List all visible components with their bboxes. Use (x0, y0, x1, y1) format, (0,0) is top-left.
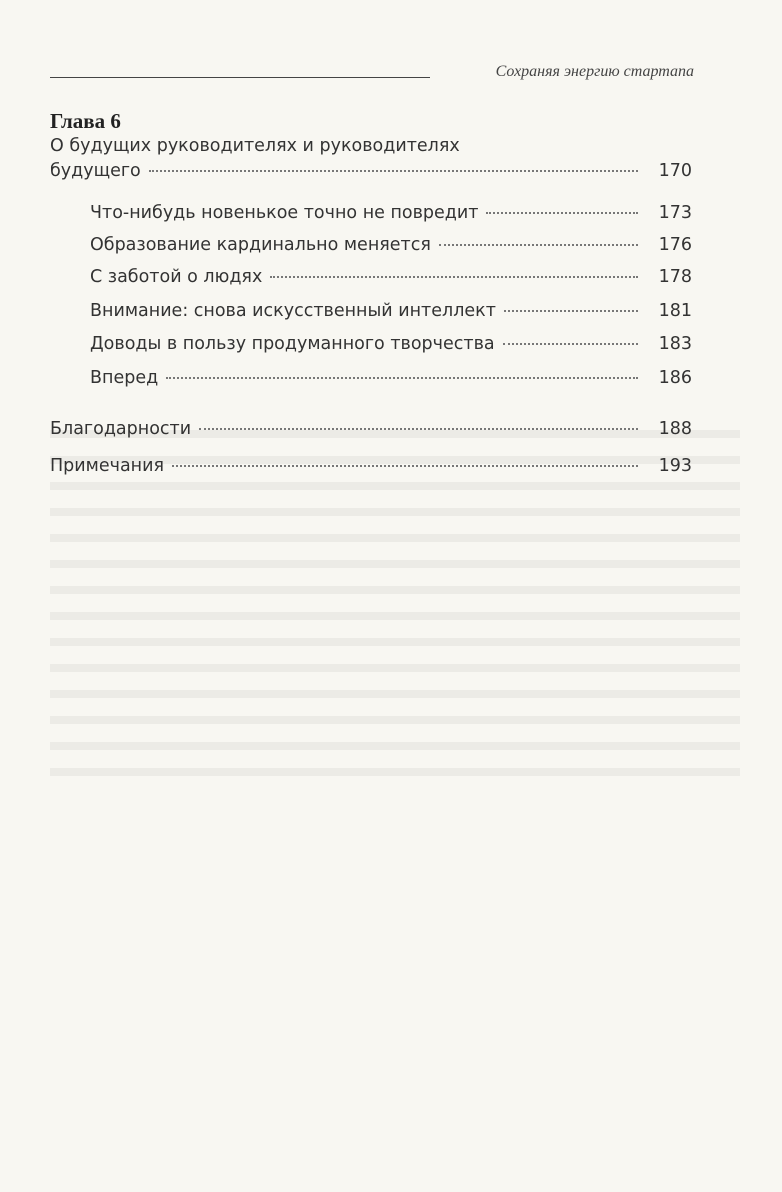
chapter-label: Глава 6 (50, 109, 121, 133)
toc-entry[interactable] (90, 334, 692, 354)
leader-dots (149, 170, 638, 172)
entry-page: 181 (658, 301, 692, 321)
leader-dots (172, 465, 638, 467)
leader-dots (166, 377, 638, 379)
toc-entry[interactable] (90, 203, 692, 223)
running-title: Сохраняя энергию стартапа (495, 63, 694, 80)
leader-dots (199, 428, 638, 430)
chapter-title-line1: О будущих руководителях и руководителях (50, 136, 460, 156)
toc-entry-chapter[interactable] (50, 161, 692, 181)
toc-entry[interactable] (90, 267, 692, 287)
entry-title: Благодарности (50, 419, 192, 439)
bleed-through-text (50, 430, 740, 790)
toc-entry[interactable] (90, 301, 692, 321)
leader-dots (486, 212, 638, 214)
leader-dots (503, 343, 638, 345)
entry-page: 176 (658, 235, 692, 255)
entry-title: будущего (50, 161, 141, 181)
entry-title: Внимание: снова искусственный интеллект (90, 301, 496, 321)
leader-dots (439, 244, 638, 246)
entry-title: Что-нибудь новенькое точно не повредит (90, 203, 479, 223)
toc-entry-acknowledgements[interactable] (50, 419, 692, 439)
entry-title: Примечания (50, 456, 165, 476)
entry-page: 170 (658, 161, 692, 181)
entry-title: Вперед (90, 368, 159, 388)
entry-page: 188 (658, 419, 692, 439)
entry-title: Образование кардинально меняется (90, 235, 431, 255)
leader-dots (504, 310, 638, 312)
toc-entry[interactable] (90, 235, 692, 255)
toc-entry-notes[interactable] (50, 456, 692, 476)
header-rule (50, 77, 430, 78)
entry-page: 178 (658, 267, 692, 287)
entry-page: 193 (658, 456, 692, 476)
entry-title: Доводы в пользу продуманного творчества (90, 334, 495, 354)
toc-entry[interactable] (90, 368, 692, 388)
leader-dots (270, 276, 638, 278)
entry-page: 183 (658, 334, 692, 354)
entry-title: С заботой о людях (90, 267, 263, 287)
entry-page: 186 (658, 368, 692, 388)
entry-page: 173 (658, 203, 692, 223)
